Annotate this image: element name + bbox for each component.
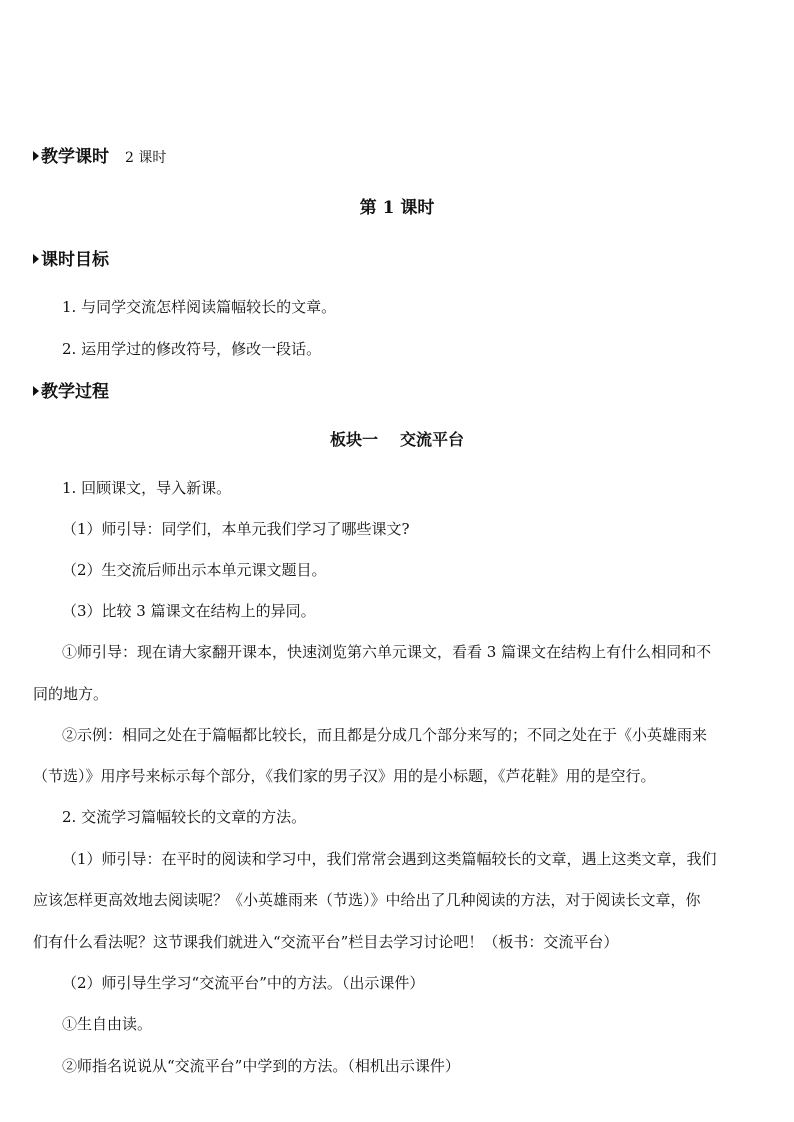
- objective-item: 2. 运用学过的修改符号，修改一段话。: [62, 340, 322, 358]
- paragraph-line: 2. 交流学习篇幅较长的文章的方法。: [62, 808, 307, 826]
- paragraph-line: （1）师引导：在平时的阅读和学习中，我们常常会遇到这类篇幅较长的文章，遇上这类文章，我们: [62, 850, 717, 868]
- process-heading: [33, 381, 764, 403]
- paragraph-line: ①生自由读。: [62, 1015, 153, 1033]
- paragraph-line: 1. 回顾课文，导入新课。: [62, 479, 232, 497]
- triangle-bullet-icon: [33, 151, 39, 161]
- paragraph-line: （2）生交流后师出示本单元课文题目。: [62, 561, 327, 579]
- block-title: [0, 429, 794, 451]
- paragraph-line: ①师引导：现在请大家翻开课本，快速浏览第六单元课文，看看 3 篇课文在结构上有什么相同和不: [62, 643, 712, 661]
- triangle-bullet-icon: [33, 386, 39, 396]
- objectives-heading: [33, 249, 764, 271]
- objectives-heading-label: 课时目标: [41, 250, 109, 270]
- process-heading-label: 教学过程: [41, 382, 109, 402]
- triangle-bullet-icon: [33, 254, 39, 264]
- teaching-hours-value: 2 课时: [125, 150, 167, 166]
- paragraph-line: 同的地方。: [33, 685, 109, 703]
- paragraph-line: （1）师引导：同学们，本单元我们学习了哪些课文?: [62, 520, 410, 538]
- paragraph-line: ②示例：相同之处在于篇幅都比较长，而且都是分成几个部分来写的；不同之处在于《小英雄雨来: [62, 726, 708, 744]
- teaching-hours-heading: [33, 146, 764, 169]
- paragraph-line: （2）师引导生学习“交流平台”中的方法。（出示课件）: [62, 974, 425, 992]
- paragraph-line: 们有什么看法呢？这节课我们就进入“交流平台”栏目去学习讨论吧！（板书：交流平台）: [33, 933, 619, 951]
- teaching-hours-label: 教学课时: [41, 147, 109, 167]
- block-label: 板块一: [329, 430, 378, 449]
- paragraph-line: （节选）》用序号来标示每个部分，《我们家的男子汉》用的是小标题，《芦花鞋》用的是空行。: [33, 767, 656, 785]
- paragraph-line: （3）比较 3 篇课文在结构上的异同。: [62, 602, 316, 620]
- paragraph-line: ②师指名说说从“交流平台”中学到的方法。（相机出示课件）: [62, 1057, 460, 1075]
- objective-item: 1. 与同学交流怎样阅读篇幅较长的文章。: [62, 298, 337, 316]
- lesson-title: 第 1 课时: [359, 198, 435, 218]
- block-name: 交流平台: [400, 430, 465, 449]
- paragraph-line: 应该怎样更高效地去阅读呢？《小英雄雨来（节选）》中给出了几种阅读的方法，对于阅读长文章，你: [33, 891, 701, 909]
